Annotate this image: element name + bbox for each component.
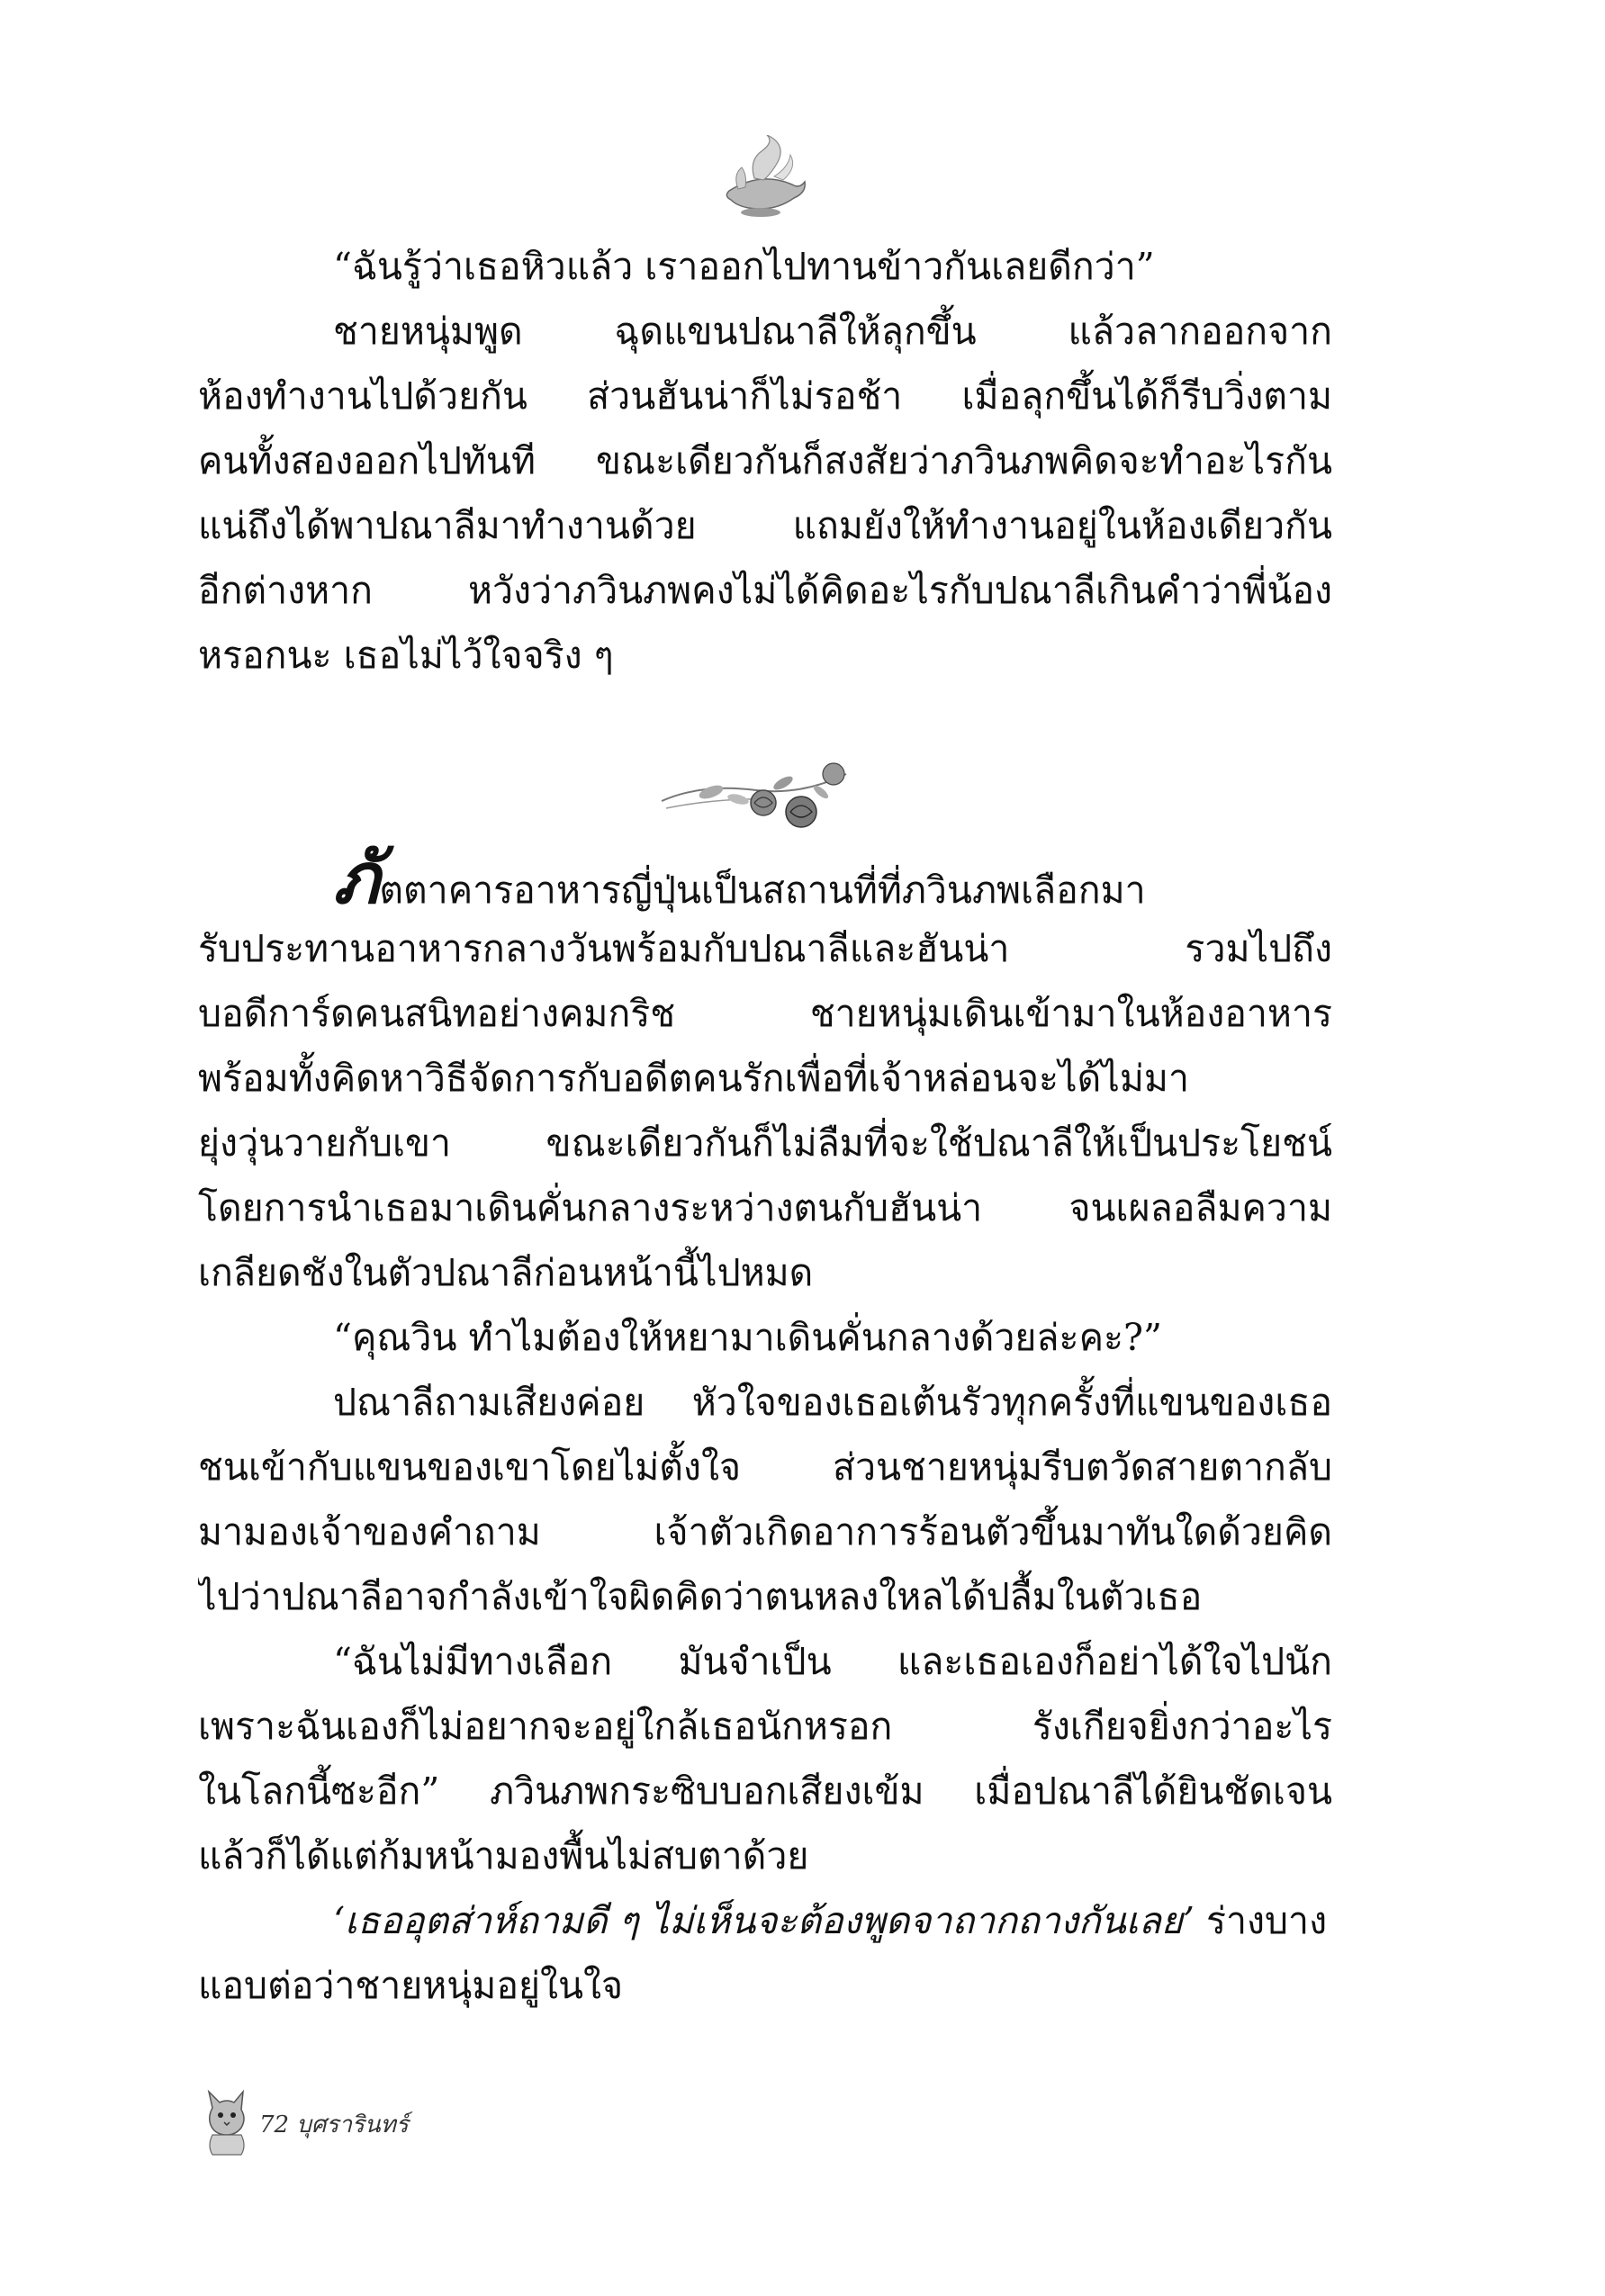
lamp-ornament-icon bbox=[711, 135, 810, 221]
paragraph-line: บอดีการ์ดคนสนิทอย่างคมกริช ชายหนุ่มเดินเข้ามาในห้องอาหาร bbox=[198, 992, 1332, 1035]
dropcap-letter: ภั bbox=[333, 839, 380, 920]
paragraph-line: พร้อมทั้งคิดหาวิธีจัดการกับอดีตคนรักเพื่อที่เจ้าหล่อนจะได้ไม่มา bbox=[198, 1057, 1189, 1100]
paragraph-line: มามองเจ้าของคำถาม เจ้าตัวเกิดอาการร้อนตัวขึ้นมาทันใดด้วยคิด bbox=[198, 1510, 1332, 1553]
paragraph-line: เกลียดชังในตัวปณาลีก่อนหน้านี้ไปหมด bbox=[198, 1251, 814, 1294]
dropcap-paragraph-line bbox=[333, 839, 1332, 920]
paragraph-line: ชนเข้ากับแขนของเขาโดยไม่ตั้งใจ ส่วนชายหนุ่มรีบตวัดสายตากลับ bbox=[198, 1445, 1332, 1489]
paragraph-line: แล้วก็ได้แต่ก้มหน้ามองพื้นไม่สบตาด้วย bbox=[198, 1834, 809, 1877]
paragraph-line: เพราะฉันเองก็ไม่อยากจะอยู่ใกล้เธอนักหรอก รังเกียจยิ่งกว่าอะไร bbox=[198, 1705, 1332, 1748]
paragraph-line: แอบต่อว่าชายหนุ่มอยู่ในใจ bbox=[198, 1964, 624, 2007]
page-number: 72 bbox=[259, 2111, 290, 2138]
dropcap-line-text: ตตาคารอาหารญี่ปุ่นเป็นสถานที่ที่ภวินภพเลือกมา bbox=[379, 869, 1146, 912]
paragraph-line: ชายหนุ่มพูด ฉุดแขนปณาลีให้ลุกขึ้น แล้วลากออกจาก bbox=[333, 310, 1332, 353]
paragraph-line: ยุ่งวุ่นวายกับเขา ขณะเดียวกันก็ไม่ลืมที่จะใช้ปณาลีให้เป็นประโยชน์ bbox=[198, 1121, 1332, 1165]
paragraph-line: “ฉันรู้ว่าเธอหิวแล้ว เราออกไปทานข้าวกันเลยดีกว่า” bbox=[333, 245, 1155, 288]
paragraph-line: ไปว่าปณาลีอาจกำลังเข้าใจผิดคิดว่าตนหลงใหลได้ปลื้มในตัวเธอ bbox=[198, 1575, 1203, 1618]
paragraph-line: โดยการนำเธอมาเดินคั่นกลางระหว่างตนกับฮันน่า จนเผลอลืมความ bbox=[198, 1186, 1332, 1229]
cat-icon bbox=[200, 2086, 254, 2156]
paragraph-line: ในโลกนี้ซะอีก” ภวินภพกระซิบบอกเสียงเข้ม เมื่อปณาลีได้ยินชัดเจน bbox=[198, 1769, 1332, 1813]
page-footer bbox=[200, 2086, 650, 2158]
dialogue-line: “ฉันไม่มีทางเลือก มันจำเป็น และเธอเองก็อย่าได้ใจไปนัก bbox=[333, 1640, 1332, 1683]
rose-divider-icon bbox=[657, 747, 864, 833]
thought-line-rest: ร่างบาง bbox=[1194, 1899, 1328, 1942]
author-name: บุศรารินทร์ bbox=[296, 2111, 409, 2138]
paragraph-line: แน่ถึงได้พาปณาลีมาทำงานด้วย แถมยังให้ทำงานอยู่ในห้องเดียวกัน bbox=[198, 504, 1332, 547]
paragraph-line: รับประทานอาหารกลางวันพร้อมกับปณาลีและฮันน่า รวมไปถึง bbox=[198, 927, 1332, 970]
paragraph-line: ห้องทำงานไปด้วยกัน ส่วนฮันน่าก็ไม่รอช้า เมื่อลุกขึ้นได้ก็รีบวิ่งตาม bbox=[198, 374, 1332, 418]
paragraph-line: หรอกนะ เธอไม่ไว้ใจจริง ๆ bbox=[198, 634, 614, 677]
inner-thought-text: ‘เธออุตส่าห์ถามดี ๆ ไม่เห็นจะต้องพูดจาถากถางกันเลย’ bbox=[333, 1899, 1195, 1942]
paragraph-line: คนทั้งสองออกไปทันที ขณะเดียวกันก็สงสัยว่าภวินภพคิดจะทำอะไรกัน bbox=[198, 439, 1332, 482]
thought-line bbox=[333, 1894, 1332, 1948]
dialogue-line: “คุณวิน ทำไมต้องให้หยามาเดินคั่นกลางด้วยล่ะคะ?” bbox=[333, 1316, 1162, 1359]
paragraph-line: ปณาลีถามเสียงค่อย หัวใจของเธอเต้นรัวทุกครั้งที่แขนของเธอ bbox=[333, 1381, 1332, 1424]
paragraph-line: อีกต่างหาก หวังว่าภวินภพคงไม่ได้คิดอะไรกับปณาลีเกินคำว่าพี่น้อง bbox=[198, 569, 1332, 612]
